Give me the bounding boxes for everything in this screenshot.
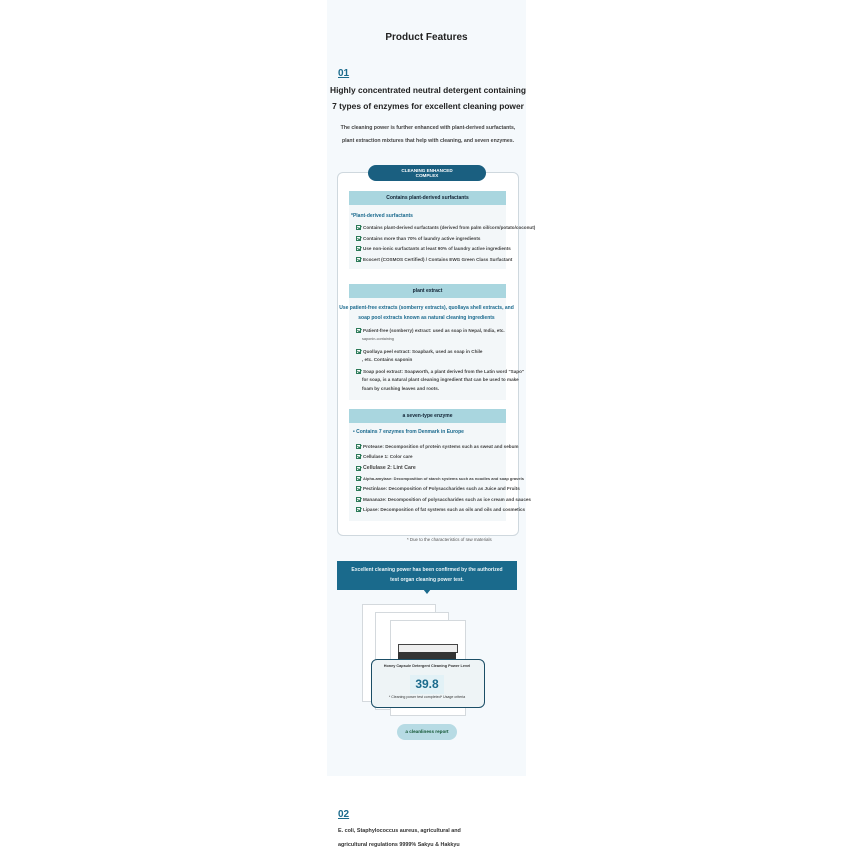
extract-item: Patient-free (somberry) extract: used as soap in Nepal, India, etc. [356, 328, 505, 333]
checkbox-icon [356, 507, 361, 512]
enzyme-item: Alpha-amylase: Decomposition of starch systems such as noodles and soap gravels [356, 476, 524, 481]
checkbox-icon [356, 444, 361, 449]
checkbox-icon [356, 497, 361, 502]
checkbox-icon [356, 225, 361, 230]
section1-body-line1: The cleaning power is further enhanced with plant-derived surfactants, [340, 125, 516, 131]
checkbox-icon [356, 476, 361, 481]
confirmation-line2: test organ cleaning power test. [390, 577, 464, 583]
page-title: Product Features [385, 32, 468, 43]
checkbox-icon [356, 246, 361, 251]
plant-extract-banner: plant extract [349, 284, 506, 298]
enzyme-item: Cellulase 1: Color care [356, 454, 413, 459]
extract-item3-line2: for soap, is a natural plant cleaning ingredient that can be used to make [362, 377, 519, 382]
report-card-title: Honey Capsule Detergent Cleaning Power Level [383, 664, 471, 668]
banner-pointer [423, 589, 431, 594]
checkbox-icon [356, 454, 361, 459]
surfactant-item: Use non-ionic surfactants at least 90% of laundry active ingredients [356, 246, 511, 251]
extract-item: Soap pool extract: Soapworth, a plant derived from the Latin word "Sapo" [356, 369, 524, 374]
enzyme-item: Lipase: Decomposition of fat systems such as oils and oils and cosmetics [356, 507, 525, 512]
checkbox-icon [356, 466, 361, 471]
report-card-note: * Cleaning power test completed* Usage criteria [388, 695, 466, 699]
checkbox-icon [356, 486, 361, 491]
confirmation-line1: Excellent cleaning power has been confirmed by the authorized [351, 567, 503, 573]
section2-line1: E. coli, Staphylococcus aureus, agricultural and [338, 828, 461, 834]
checkbox-icon [356, 349, 361, 354]
section1-body-line2: plant extraction mixtures that help with cleaning, and seven enzymes. [341, 138, 515, 144]
section-number-02: 02 [338, 809, 350, 820]
enzyme-item: Cellulase 2: Lint Care [356, 465, 416, 471]
pill-line2: COMPLEX [415, 173, 439, 178]
pill-line1: CLEANING ENHANCED [401, 168, 453, 173]
surfactant-item: Contains more than 70% of laundry active ingredients [356, 236, 480, 241]
section2-line2: agricultural regulations 9999% Sakyu & Hakkyu [338, 842, 460, 848]
section1-headline-line2: 7 types of enzymes for excellent cleaning power [332, 101, 524, 111]
extract-item2-line2: , etc. Contains saponin [362, 357, 413, 362]
checkbox-icon [356, 257, 361, 262]
surfactant-item: Ecocert (COSMOS Certified) / Contains EWG Green Class Surfactant [356, 257, 512, 262]
surfactant-banner: Contains plant-derived surfactants [349, 191, 506, 205]
cleaning-complex-pill [368, 165, 486, 181]
section-number-01: 01 [338, 68, 350, 79]
surfactant-subhead: *Plant-derived surfactants [351, 213, 413, 219]
checkbox-icon [356, 236, 361, 241]
cleaning-power-score: 39.8 [410, 675, 444, 694]
extract-lead-line1: Use patient-free extracts (somberry extracts), quollaya shell extracts, and [339, 305, 514, 311]
extract-lead-line2: soap pool extracts known as natural cleaning ingredients [358, 315, 495, 321]
raw-materials-footnote: * Due to the characteristics of raw materials [407, 537, 492, 542]
surfactant-item: Contains plant-derived surfactants (derived from palm oil/corn/potato/coconut) [356, 225, 535, 230]
cleanliness-report-button[interactable]: a cleanliness report [397, 724, 457, 740]
extract-item1-note: saponin-containing [362, 337, 394, 341]
section1-headline-line1: Highly concentrated neutral detergent containing [330, 85, 526, 95]
enzyme-item: Mananaze: Decomposition of polysaccharides such as ice cream and sauces [356, 497, 531, 502]
enzyme-banner: a seven-type enzyme [349, 409, 506, 423]
confirmation-banner [337, 561, 517, 590]
extract-item3-line3: foam by crushing leaves and roots. [362, 386, 440, 391]
checkbox-icon [356, 369, 361, 374]
enzyme-item: Pectinlase: Decomposition of Polysaccharides such as Juice and Fruits [356, 486, 520, 491]
checkbox-icon [356, 328, 361, 333]
enzyme-subhead: • Contains 7 enzymes from Denmark in Europe [353, 429, 464, 435]
extract-item: Quollaya peel extract: Soapbark, used as soap in Chile [356, 349, 482, 354]
enzyme-item: Protease: Decomposition of protein systems such as sweat and sebum [356, 444, 518, 449]
